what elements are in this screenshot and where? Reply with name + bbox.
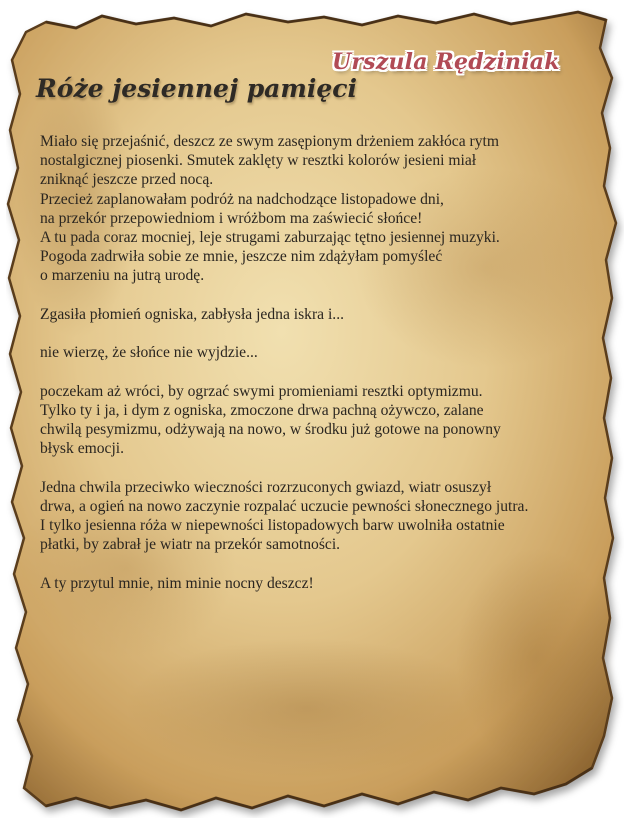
poem-line: o marzeniu na jutrą urodę. <box>40 267 205 285</box>
stanza-break <box>40 554 615 573</box>
stanza-5 <box>40 478 615 555</box>
poem-line: nie wierzę, że słońce nie wyjdzie... <box>40 344 258 362</box>
poem-line: I tylko jesienna róża w niepewności listopadowych barw uwolniła ostatnie <box>40 517 505 534</box>
stanza-4 <box>40 382 615 459</box>
poem-line: nostalgicznej piosenki. Smutek zaklęty w resztki kolorów jesieni miał <box>40 152 477 170</box>
stanza-break <box>40 362 615 381</box>
poem-line: Pogoda zadrwiła sobie ze mnie, jeszcze nim zdążyłam pomyśleć <box>40 248 443 266</box>
poem-line: drwa, a ogień na nowo zaczynie rozpalać uczucie pewności słonecznego jutra. <box>40 497 529 515</box>
poem-line: Miało się przejaśnić, deszcz ze swym zasępionym drżeniem zakłóca rytm <box>40 133 499 150</box>
poem-line: płatki, by zabrał je wiatr na przekór samotności. <box>40 536 341 554</box>
poem-line: poczekam aż wróci, by ogrzać swymi promieniami resztki optymizmu. <box>40 382 483 400</box>
poem-body <box>40 132 615 593</box>
poem-line: Jedna chwila przeciwko wieczności rozrzuconych gwiazd, wiatr osuszył <box>40 478 492 496</box>
author-name: Urszula Rędziniak <box>332 49 560 75</box>
poem-title: Róże jesiennej pamięci <box>36 74 357 103</box>
poem-line: A ty przytul mnie, nim minie nocny deszcz! <box>40 574 314 592</box>
poem-line: zniknąć jeszcze przed nocą. <box>40 171 214 189</box>
stanza-break <box>40 458 615 477</box>
poem-line: Przecież zaplanowałam podróż na nadchodzące listopadowe dni, <box>40 190 444 208</box>
poem-line: Tylko ty i ja, i dym z ogniska, zmoczone drwa pachną ożywczo, zalane <box>40 401 484 419</box>
stanza-2 <box>40 305 615 324</box>
poem-line: na przekór przepowiedniom i wróżbom ma zaświecić słońce! <box>40 209 423 227</box>
stanza-break <box>40 324 615 343</box>
stanza-break <box>40 286 615 305</box>
stanza-6 <box>40 574 615 593</box>
poem-line: A tu pada coraz mocniej, leje strugami zaburzając tętno jesiennej muzyki. <box>40 229 500 247</box>
poem-line: Zgasiła płomień ogniska, zabłysła jedna iskra i... <box>40 305 345 323</box>
poem-line: chwilą pesymizmu, odżywają na nowo, w środku już gotowe na ponowny <box>40 421 501 438</box>
poem-line: błysk emocji. <box>40 440 125 458</box>
stanza-3 <box>40 343 615 362</box>
stanza-1 <box>40 132 615 286</box>
